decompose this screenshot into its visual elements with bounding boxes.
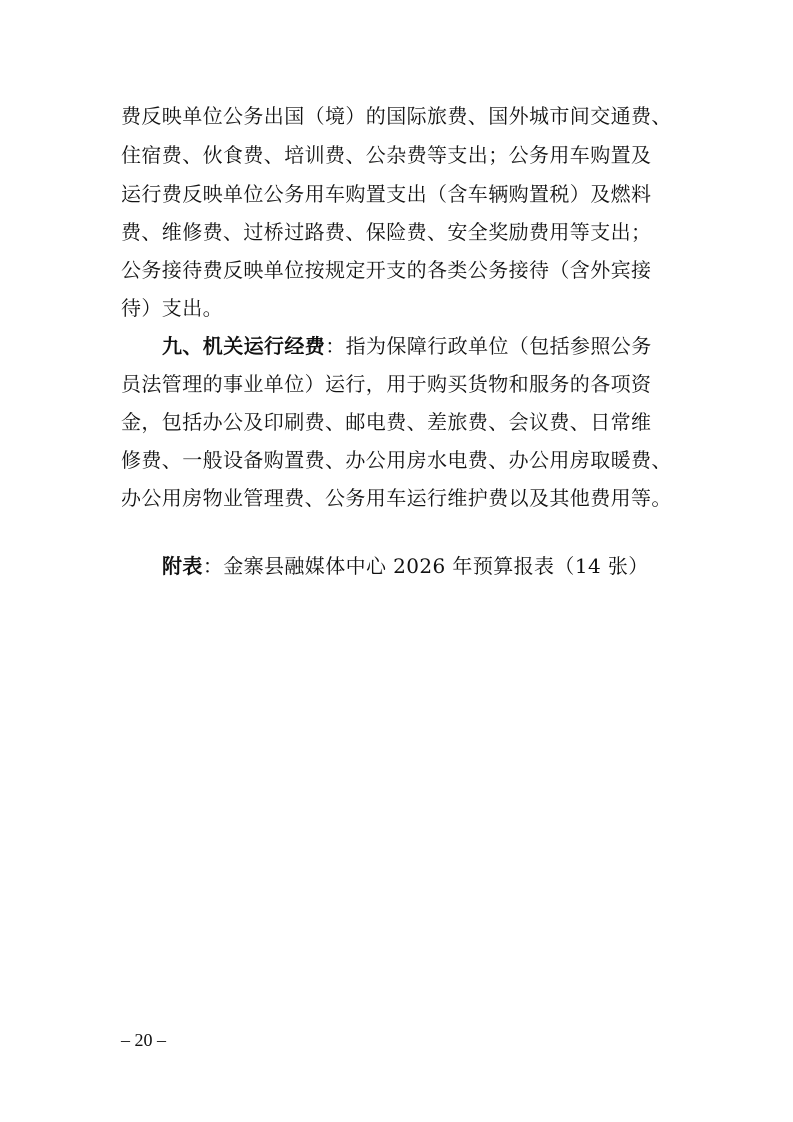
appendix-label: 附表 — [162, 554, 203, 578]
appendix-line — [162, 554, 682, 578]
paragraph-2-line-2: 员法管理的事业单位）运行，用于购买货物和服务的各项资 — [121, 372, 652, 396]
paragraph-1-line-1: 费反映单位公务出国（境）的国际旅费、国外城市间交通费、 — [121, 104, 672, 128]
paragraph-2-line-4: 修费、一般设备购置费、办公用房水电费、办公用房取暖费、 — [121, 448, 672, 472]
paragraph-1-line-5: 公务接待费反映单位按规定开支的各类公务接待（含外宾接 — [121, 258, 652, 282]
section-heading-rest: ：指为保障行政单位（包括参照公务 — [325, 334, 652, 358]
paragraph-1-line-3: 运行费反映单位公务用车购置支出（含车辆购置税）及燃料 — [121, 182, 652, 206]
section-heading: 九、机关运行经费 — [162, 334, 326, 358]
page-number: – 20 – — [121, 1030, 166, 1050]
paragraph-2-line-1 — [162, 334, 682, 358]
paragraph-2-line-3: 金，包括办公及印刷费、邮电费、差旅费、会议费、日常维 — [121, 410, 652, 434]
paragraph-2-line-5: 办公用房物业管理费、公务用车运行维护费以及其他费用等。 — [121, 486, 672, 510]
paragraph-1-line-2: 住宿费、伙食费、培训费、公杂费等支出；公务用车购置及 — [121, 143, 652, 167]
paragraph-1-line-6: 待）支出。 — [121, 296, 223, 320]
paragraph-1-line-4: 费、维修费、过桥过路费、保险费、安全奖励费用等支出； — [121, 220, 652, 244]
appendix-text: ：金寨县融媒体中心 2026 年预算报表（14 张） — [202, 554, 649, 578]
